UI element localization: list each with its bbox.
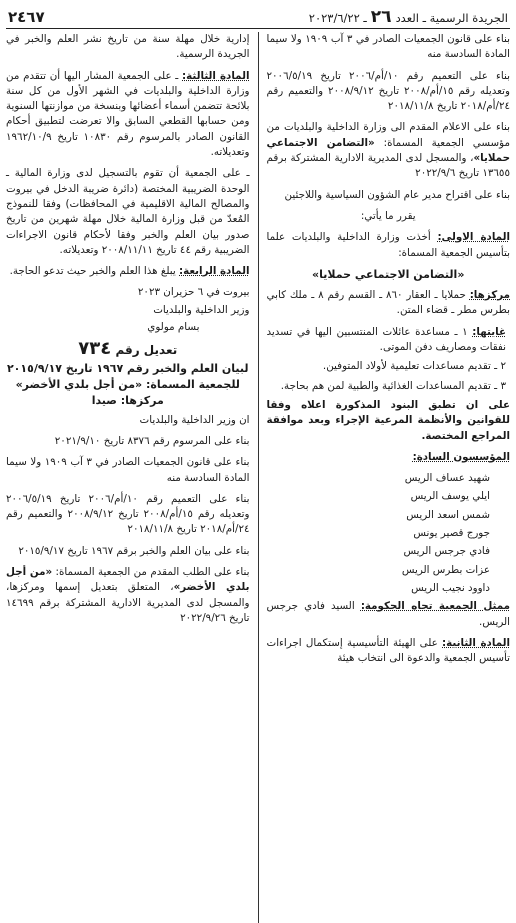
founders-list <box>267 471 511 596</box>
paragraph: ان وزير الداخلية والبلديات <box>139 413 250 426</box>
issue-date: ـ ٢٠٢٣/٦/٢٢ <box>308 11 367 25</box>
article-1 <box>267 230 511 261</box>
government-representative <box>267 599 511 630</box>
association-name-centered: «التضامن الاجتماعي حملايا» <box>312 267 465 281</box>
founders-label: المؤسسون السادة: <box>412 450 510 463</box>
subtitle-line: للجمعية المسماة: «من أجل بلدي الأخضر» <box>15 377 240 391</box>
goal-item: ٣ ـ تقديم المساعدات الغذائية والطبية لمن هم بحاجة. <box>280 379 506 392</box>
paragraph: بناء على بيان العلم والخبر برقم ١٩٦٧ تاريخ ٢٠١٥/٩/١٧ <box>18 544 250 557</box>
gazette-issue-line <box>309 7 508 27</box>
gazette-title: الجريدة الرسمية ـ العدد <box>395 11 508 25</box>
subtitle-line: مركزها: صيدا <box>91 393 164 407</box>
article-3 <box>6 69 250 161</box>
article-4 <box>6 264 250 279</box>
page-number: ٢٤٦٧ <box>8 8 45 26</box>
founder-name: جورج قصير يونس <box>413 527 490 540</box>
paragraph <box>267 120 511 181</box>
founder-name: شهيد عساف الريس <box>404 472 490 485</box>
headquarters <box>267 288 511 319</box>
association-name: «من أجل بلدي الأخضر» <box>6 566 250 594</box>
paragraph: بناء على التعميم رقم ١٠/أم/٢٠٠٦ تاريخ ٢٠٠٦/٥/١٩ وتعديله رقم ١٥/أم/٢٠٠٨ تاريخ ٢٠٠٨/٩/١٢ والتعميم رقم ٢٤/أم/٢٠١٨ تاريخ ٢٠١٨/١١/٨ <box>6 492 250 536</box>
subtitle-line: لبيان العلم والخبر رقم ١٩٦٧ تاريخ ٢٠١٥/٩/١٧ <box>6 361 249 375</box>
paragraph: إدارية خلال مهلة سنة من تاريخ نشر العلم والخبر في الجريدة الرسمية. <box>6 33 250 61</box>
amendment-subtitle <box>6 361 250 409</box>
founder-name: ايلي يوسف الريس <box>410 490 490 503</box>
text: على الهيئة التأسيسية إستكمال اجراءات تأسيس الجمعية والدعوة الى انتخاب هيئة <box>266 636 510 665</box>
paragraph: ـ على الجمعية أن تقوم بالتسجيل لدى وزارة المالية ـ الوحدة الضريبية المختصة (دائرة ضريبة الدخل في بيروت والمصالح المالية الاقليمية في المحافظات) وفقا للنموذج المُعدّ من قبل وزارة المالية خلال مهلة شهرين من تاريخ صدور بيان العلم والخبر وفقا لأحكام قانون الاجراءات الضريبية رقم ٤٤ تاريخ ٢٠٠٨/١١/١١ وتعديلاته. <box>6 167 250 256</box>
amendment-number: ٧٣٤ <box>78 338 112 360</box>
issue-number: ٢٦ <box>370 7 392 27</box>
text: ، المتعلق بتعديل إسمها ومركزها، والمسجل لدى المديرية الادارية المشتركة برقم ١٤٦٩٩ تاريخ ٢٠٢٢/٩/٢٦ <box>6 581 250 624</box>
text: ، والمسجل لدى المديرية الادارية المشتركة برقم ١٣٦٥٥ تاريخ ٢٠٢٢/٩/٦ <box>266 152 510 180</box>
text: أخذت وزارة الداخلية والبلديات علما بتأسيس الجمعية المسماة: <box>266 231 510 259</box>
goals-label: غايتها: <box>472 325 506 338</box>
goals <box>267 325 511 356</box>
amendment-word: تعديل رقم <box>115 343 178 358</box>
paragraph <box>6 565 250 626</box>
association-name: «التضامن الاجتماعي حملايا» <box>266 136 510 165</box>
goal-item: ٢ ـ تقديم مساعدات تعليمية لأولاد المتوفين. <box>322 360 506 373</box>
text: ١ ـ مساعدة عائلات المنتسبين اليها في تسديد نفقات ومصاريف دفن الموتى. <box>266 325 506 354</box>
article-2 <box>267 636 511 667</box>
paragraph: بناء على المرسوم رقم ٨٣٧٦ تاريخ ٢٠٢١/٩/١٠ <box>54 434 250 447</box>
founder-name: فادي جرجس الريس <box>403 545 490 558</box>
founder-name: شمس اسعد الريس <box>406 508 490 521</box>
minister-title: وزير الداخلية والبلديات <box>153 303 250 316</box>
columns <box>6 32 510 923</box>
text: بناء على الاعلام المقدم الى وزارة الداخلية والبلديات من مؤسسي الجمعية المسماة: <box>266 121 510 149</box>
right-column <box>267 32 511 923</box>
founder-name: عزات بطرس الريس <box>401 563 490 576</box>
column-divider <box>258 32 259 923</box>
text: بناء على الطلب المقدم من الجمعية المسماة: <box>52 566 250 579</box>
paragraph: بناء على قانون الجمعيات الصادر في ٣ آب ١٩٠٩ ولا سيما المادة السادسة منه <box>266 33 510 61</box>
hq-label: مركزها: <box>469 289 510 302</box>
place-date: بيروت في ٦ حزيران ٢٠٢٣ <box>137 286 250 299</box>
decision-line: يقرر ما يأتي: <box>360 209 416 222</box>
founder-name: داوود نجيب الريس <box>411 581 490 594</box>
paragraph: بناء على قانون الجمعيات الصادر في ٣ آب ١٩٠٩ ولا سيما المادة السادسة منه <box>6 456 250 484</box>
article-label: المادة الرابعة: <box>179 265 250 278</box>
amendment-title <box>6 338 250 360</box>
text: ـ على الجمعية المشار اليها أن تتقدم من وزارة الداخلية والبلديات في الشهر الأول من كل سنة بلائحة تتضمن أسماء أعضائها وبنسخة من موازنتها السنوية ومن حسابها القطعي السابق والا تعرضت لتطبيق أحكام القانون الصادر بالمرسوم رقم ١٠٨٣٠ تاريخ ١٩٦٢/١٠/٩ وتعديلاته. <box>6 69 250 159</box>
paragraph: بناء على اقتراح مدير عام الشؤون السياسية واللاجئين <box>284 188 510 201</box>
text: السيد فادي جرجس الريس. <box>266 600 510 628</box>
paragraph: بناء على التعميم رقم ١٠/أم/٢٠٠٦ تاريخ ٢٠٠٦/٥/١٩ وتعديله رقم ١٥/أم/٢٠٠٨ تاريخ ٢٠٠٨/٩/١٢ والتعميم رقم ٢٤/أم/٢٠١٨ تاريخ ٢٠١٨/١١/٨ <box>266 69 510 113</box>
article-label: المادة الثانية: <box>442 636 510 649</box>
minister-name: بسام مولوي <box>147 321 200 334</box>
page-header <box>6 6 510 29</box>
apply-clause: على ان تطبق البنود المذكورة اعلاه وفقا للقوانين والأنظمة المرعية الإجراء وبعد موافقة المراجع المختصة. <box>266 398 510 442</box>
article-label: المادة الاولى: <box>437 231 510 244</box>
left-column <box>6 32 250 923</box>
article-label: المادة الثالثة: <box>182 69 250 82</box>
text: يبلغ هذا العلم والخبر حيث تدعو الحاجة. <box>9 265 179 278</box>
rep-label: ممثل الجمعية تجاه الحكومة: <box>360 600 510 613</box>
text: حملايا ـ العقار ٨٦٠ ـ القسم رقم ٨ ـ ملك كابي بطرس مطر ـ قضاء المتن. <box>266 289 510 317</box>
